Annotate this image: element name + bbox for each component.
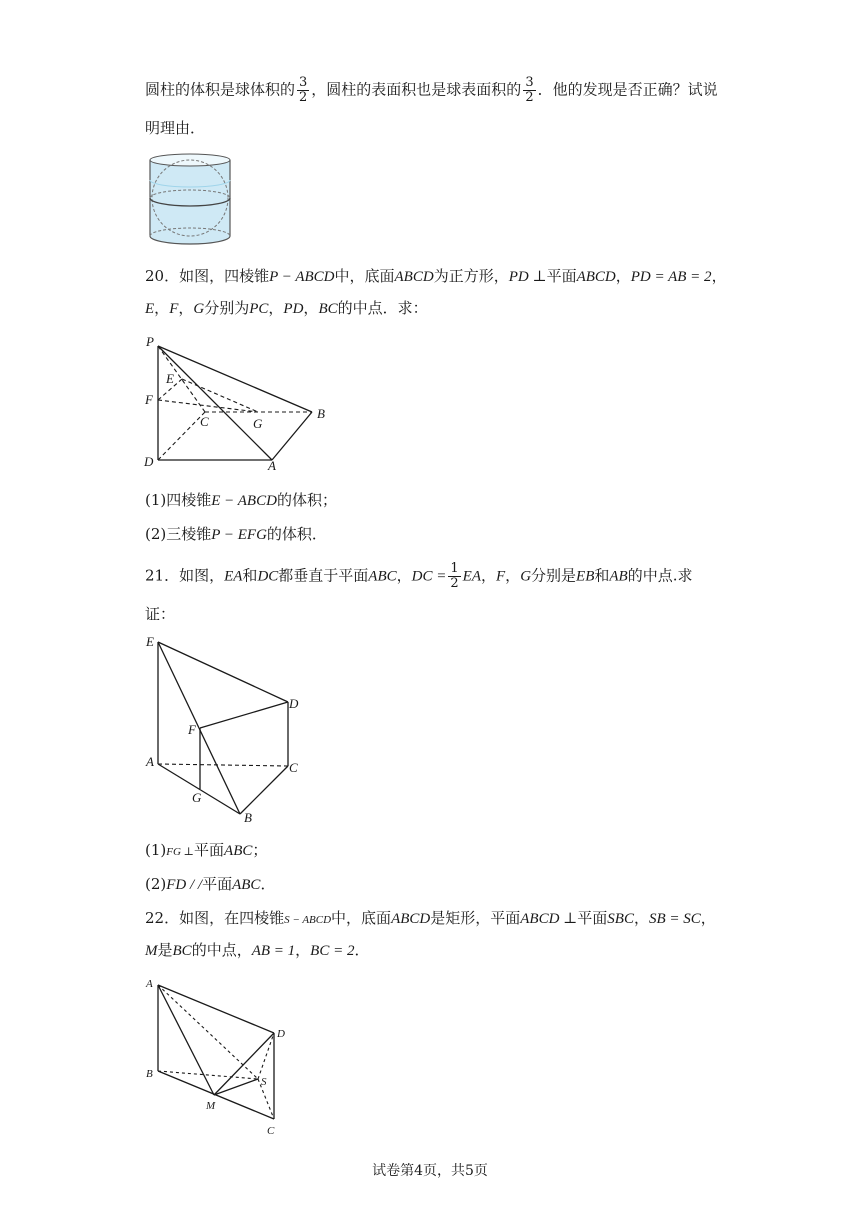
- math: E: [145, 301, 155, 317]
- q20-text: 的中点．求：: [337, 299, 428, 317]
- q21-part-2: [145, 874, 275, 895]
- label-F: F: [145, 392, 153, 407]
- q20-line-1: [145, 266, 727, 287]
- label-P: P: [146, 334, 154, 349]
- q22-text: 平面: [577, 909, 608, 927]
- q20-text: ，: [154, 299, 170, 317]
- math: EA: [462, 568, 481, 585]
- q22-text: 是: [157, 941, 173, 959]
- q21-part-1: [145, 840, 267, 862]
- q21-text: 的中点.求: [627, 566, 693, 585]
- q21-text: 分别是: [531, 566, 577, 585]
- q21-text: 和: [594, 566, 610, 585]
- q21-text: ；: [252, 841, 268, 859]
- math: AB: [609, 568, 628, 585]
- q20-text: ，: [268, 299, 284, 317]
- math: DC =: [411, 568, 447, 585]
- label-B: B: [317, 406, 325, 421]
- q20-line-2: [145, 298, 428, 319]
- label-G: G: [192, 790, 202, 805]
- label-C: C: [267, 1125, 275, 1137]
- math: EB: [576, 568, 595, 585]
- q19-text: ．他的发现是否正确？试说: [537, 80, 718, 99]
- math: ABCD: [394, 269, 434, 285]
- q22-line-1: [145, 908, 716, 930]
- label-B: B: [146, 1068, 153, 1080]
- label-A: A: [268, 458, 276, 473]
- fraction-3-2: [297, 76, 309, 105]
- q20-text: (1)四棱锥: [145, 491, 212, 509]
- math: PC: [249, 301, 269, 317]
- math: G: [193, 301, 205, 317]
- q22-figure: [140, 975, 300, 1140]
- math: ABCD: [576, 269, 616, 285]
- label-C: C: [200, 414, 209, 429]
- math: E − ABCD: [211, 493, 277, 509]
- q20-part-1: [145, 490, 337, 511]
- math: FG ⊥: [166, 846, 195, 858]
- math: BC = 2: [310, 943, 355, 959]
- q20-text: ，: [303, 299, 319, 317]
- q21-text: 21．如图，: [145, 566, 225, 585]
- q20-text: ，: [178, 299, 194, 317]
- q21-figure: [140, 628, 320, 828]
- fraction-1-2: [448, 562, 460, 591]
- label-F: F: [188, 722, 196, 737]
- fraction-denominator: 2: [525, 90, 534, 105]
- fraction-denominator: 2: [299, 90, 308, 105]
- label-S: S: [261, 1076, 267, 1088]
- math: G: [520, 568, 532, 585]
- q21-text: (2): [145, 875, 167, 893]
- q21-text: 都垂直于平面: [278, 566, 369, 585]
- q20-text: 平面: [546, 267, 577, 285]
- q21-text: (1): [145, 841, 167, 859]
- math: F: [496, 568, 506, 585]
- fraction-numerator: 3: [299, 75, 308, 90]
- q22-text: 中，底面: [331, 909, 392, 927]
- math: PD = AB = 2: [630, 269, 712, 285]
- q21-text: 和: [242, 566, 258, 585]
- math: P − ABCD: [269, 269, 335, 285]
- q22-text: 是矩形，平面: [430, 909, 521, 927]
- math: FD / /: [166, 877, 203, 893]
- fraction-denominator: 2: [450, 576, 459, 591]
- q22-text: ，: [633, 909, 649, 927]
- fraction-3-2: [523, 76, 535, 105]
- q19-line-1: [145, 76, 718, 105]
- q19-line-2: 明理由．: [145, 119, 206, 137]
- math: F: [169, 301, 179, 317]
- fraction-numerator: 3: [525, 75, 534, 90]
- label-E: E: [166, 371, 174, 386]
- label-D: D: [289, 696, 299, 711]
- q20-text: (2)三棱锥: [145, 525, 212, 543]
- q22-text: ，: [700, 909, 716, 927]
- math: DC: [257, 568, 279, 585]
- label-G: G: [253, 416, 263, 431]
- q22-line-2: [145, 940, 369, 961]
- math: ABC: [224, 843, 253, 859]
- label-A: A: [146, 754, 154, 769]
- math: AB = 1: [251, 943, 296, 959]
- q22-text: ，: [295, 941, 311, 959]
- label-E: E: [146, 634, 154, 649]
- page-footer: 试卷第4页，共5页: [372, 1163, 488, 1179]
- math: BC: [318, 301, 338, 317]
- q20-text: ，: [615, 267, 631, 285]
- q20-text: 20．如图，四棱锥: [145, 267, 270, 285]
- q20-text: 分别为: [204, 299, 250, 317]
- math: ABCD ⊥: [520, 911, 578, 927]
- math: ABC: [368, 568, 397, 585]
- q22-text: ．: [354, 941, 370, 959]
- label-D: D: [144, 454, 154, 469]
- label-M: M: [206, 1100, 216, 1112]
- math: P − EFG: [211, 527, 267, 543]
- q20-text: ，: [711, 267, 727, 285]
- label-A: A: [146, 978, 153, 990]
- math: PD: [283, 301, 304, 317]
- q22-text: 22．如图，在四棱锥: [145, 909, 285, 927]
- q20-text: 的体积；: [276, 491, 337, 509]
- math: BC: [172, 943, 192, 959]
- cylinder-sphere-figure: [140, 150, 240, 250]
- water-fill: [150, 160, 230, 236]
- q21-text: 平面: [194, 841, 225, 859]
- q21-text: 平面: [202, 875, 233, 893]
- q19-text: ，圆柱的表面积也是球表面积的: [311, 80, 522, 99]
- q20-text: 中，底面: [334, 267, 395, 285]
- q21-text: ，: [505, 566, 521, 585]
- q21-text: ．: [260, 875, 276, 893]
- label-B: B: [244, 810, 252, 825]
- q22-text: 的中点，: [191, 941, 252, 959]
- q20-text: 为正方形，: [433, 267, 509, 285]
- label-D: D: [277, 1028, 285, 1040]
- label-C: C: [289, 760, 298, 775]
- q21-text: ，: [396, 566, 412, 585]
- math: SB = SC: [648, 911, 701, 927]
- math: PD ⊥: [508, 269, 547, 285]
- q21-line-1: [145, 562, 693, 591]
- q21-text: ，: [480, 566, 496, 585]
- q20-part-2: [145, 524, 327, 545]
- q20-text: 的体积．: [266, 525, 327, 543]
- math: S − ABCD: [284, 914, 332, 926]
- fraction-numerator: 1: [450, 561, 459, 576]
- math: ABCD: [391, 911, 431, 927]
- math: EA: [224, 568, 243, 585]
- math: SBC: [607, 911, 634, 927]
- math: M: [145, 943, 158, 959]
- q21-line-2: 证：: [145, 605, 176, 623]
- q19-text: 圆柱的体积是球体积的: [145, 80, 296, 99]
- q20-pyramid-figure: [140, 330, 340, 480]
- math: ABC: [232, 877, 261, 893]
